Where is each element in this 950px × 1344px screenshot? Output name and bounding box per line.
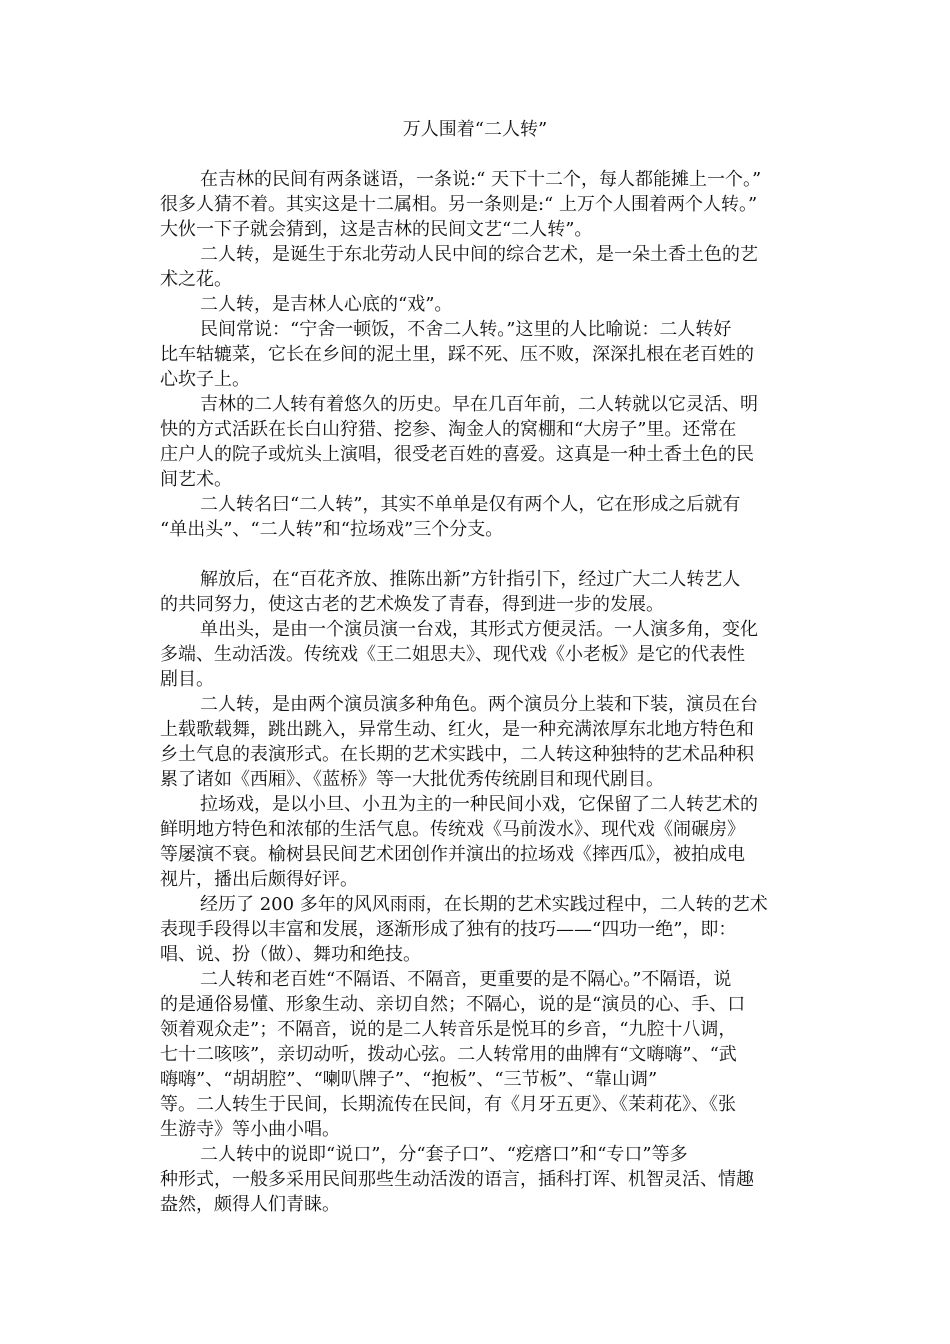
paragraph-line: 生游寺》等小曲小唱。: [160, 1119, 340, 1140]
paragraph-line: 民间常说：“宁舍一顿饭，不舍二人转。”这里的人比喻说：二人转好: [200, 319, 732, 340]
paragraph-line: 七十二咳咳”，亲切动听，拨动心弦。二人转常用的曲牌有“文嗨嗨”、“武: [160, 1044, 737, 1065]
paragraph-line: 比车轱辘菜，它长在乡间的泥土里，踩不死、压不败，深深扎根在老百姓的: [160, 344, 754, 365]
paragraph-line: 等。二人转生于民间，长期流传在民间，有《月牙五更》、《茉莉花》、《张: [160, 1094, 736, 1115]
paragraph-line: 二人转中的说即“说口”，分“套子口”、“疙瘩口”和“专口”等多: [200, 1144, 688, 1165]
paragraph-line: 心坎子上。: [160, 369, 250, 390]
paragraph-line: 的是通俗易懂、形象生动、亲切自然；不隔心，说的是“演员的心、手、口: [160, 994, 746, 1015]
paragraph-line: 二人转和老百姓“不隔语、不隔音，更重要的是不隔心。”不隔语，说: [200, 969, 732, 990]
paragraph-line: 吉林的二人转有着悠久的历史。早在几百年前，二人转就以它灵活、明: [200, 394, 758, 415]
paragraph-line: 快的方式活跃在长白山狩猎、挖参、淘金人的窝棚和“大房子”里。还常在: [160, 419, 737, 440]
paragraph-line: “单出头”、“二人转”和“拉场戏”三个分支。: [160, 519, 504, 540]
paragraph-line: 在吉林的民间有两条谜语，一条说:“ 天下十二个，每人都能摊上一个。”: [200, 169, 762, 190]
paragraph-line: 种形式，一般多采用民间那些生动活泼的语言，插科打诨、机智灵活、情趣: [160, 1169, 754, 1190]
paragraph-line: 间艺术。: [160, 469, 232, 490]
paragraph-line: 的共同努力，使这古老的艺术焕发了青春，得到进一步的发展。: [160, 594, 664, 615]
paragraph-line: 唱、说、扮（做）、舞功和绝技。: [160, 944, 421, 965]
paragraph-line: 解放后，在“百花齐放、推陈出新”方针指引下，经过广大二人转艺人: [200, 569, 741, 590]
paragraph-line: 二人转，是诞生于东北劳动人民中间的综合艺术，是一朵土香土色的艺: [200, 244, 758, 265]
document-title: 万人围着“二人转”: [402, 119, 548, 140]
paragraph-line: 领着观众走”；不隔音，说的是二人转音乐是悦耳的乡音，“九腔十八调，: [160, 1019, 737, 1040]
paragraph-line: 乡土气息的表演形式。在长期的艺术实践中，二人转这种独特的艺术品种积: [160, 744, 754, 765]
paragraph-line: 视片，播出后颇得好评。: [160, 869, 358, 890]
paragraph-line: 二人转，是吉林人心底的“戏”。: [200, 294, 453, 315]
paragraph-line: 嗨嗨”、“胡胡腔”、“喇叭牌子”、“抱板”、“三节板”、“靠山调”: [160, 1069, 658, 1090]
paragraph-line: 多端、生动活泼。传统戏《王二姐思夫》、现代戏《小老板》是它的代表性: [160, 644, 745, 665]
paragraph-line: 盎然，颇得人们青睐。: [160, 1194, 340, 1215]
paragraph-line: 很多人猜不着。其实这是十二属相。另一条则是:“ 上万个人围着两个人转。”: [160, 194, 758, 215]
paragraph-line: 术之花。: [160, 269, 232, 290]
paragraph-line: 累了诸如《西厢》、《蓝桥》等一大批优秀传统剧目和现代剧目。: [160, 769, 664, 790]
paragraph-line: 经历了 200 多年的风风雨雨，在长期的艺术实践过程中，二人转的艺术: [200, 894, 768, 915]
paragraph-line: 二人转，是由两个演员演多种角色。两个演员分上装和下装，演员在台: [200, 694, 758, 715]
paragraph-line: 表现手段得以丰富和发展，逐渐形成了独有的技巧——“四功一绝”，即：: [160, 919, 737, 940]
paragraph-line: 单出头，是由一个演员演一台戏，其形式方便灵活。一人演多角，变化: [200, 619, 758, 640]
paragraph-line: 等屡演不衰。榆树县民间艺术团创作并演出的拉场戏《摔西瓜》，被拍成电: [160, 844, 745, 865]
paragraph-line: 二人转名曰“二人转”，其实不单单是仅有两个人，它在形成之后就有: [200, 494, 741, 515]
paragraph-line: 剧目。: [160, 669, 214, 690]
paragraph-line: 上载歌载舞，跳出跳入，异常生动、红火，是一种充满浓厚东北地方特色和: [160, 719, 754, 740]
paragraph-line: 大伙一下子就会猜到，这是吉林的民间文艺“二人转”。: [160, 219, 593, 240]
paragraph-line: 鲜明地方特色和浓郁的生活气息。传统戏《马前泼水》、现代戏《闹碾房》: [160, 819, 745, 840]
paragraph-line: 庄户人的院子或炕头上演唱，很受老百姓的喜爱。这真是一种土香土色的民: [160, 444, 754, 465]
paragraph-line: 拉场戏，是以小旦、小丑为主的一种民间小戏，它保留了二人转艺术的: [200, 794, 758, 815]
